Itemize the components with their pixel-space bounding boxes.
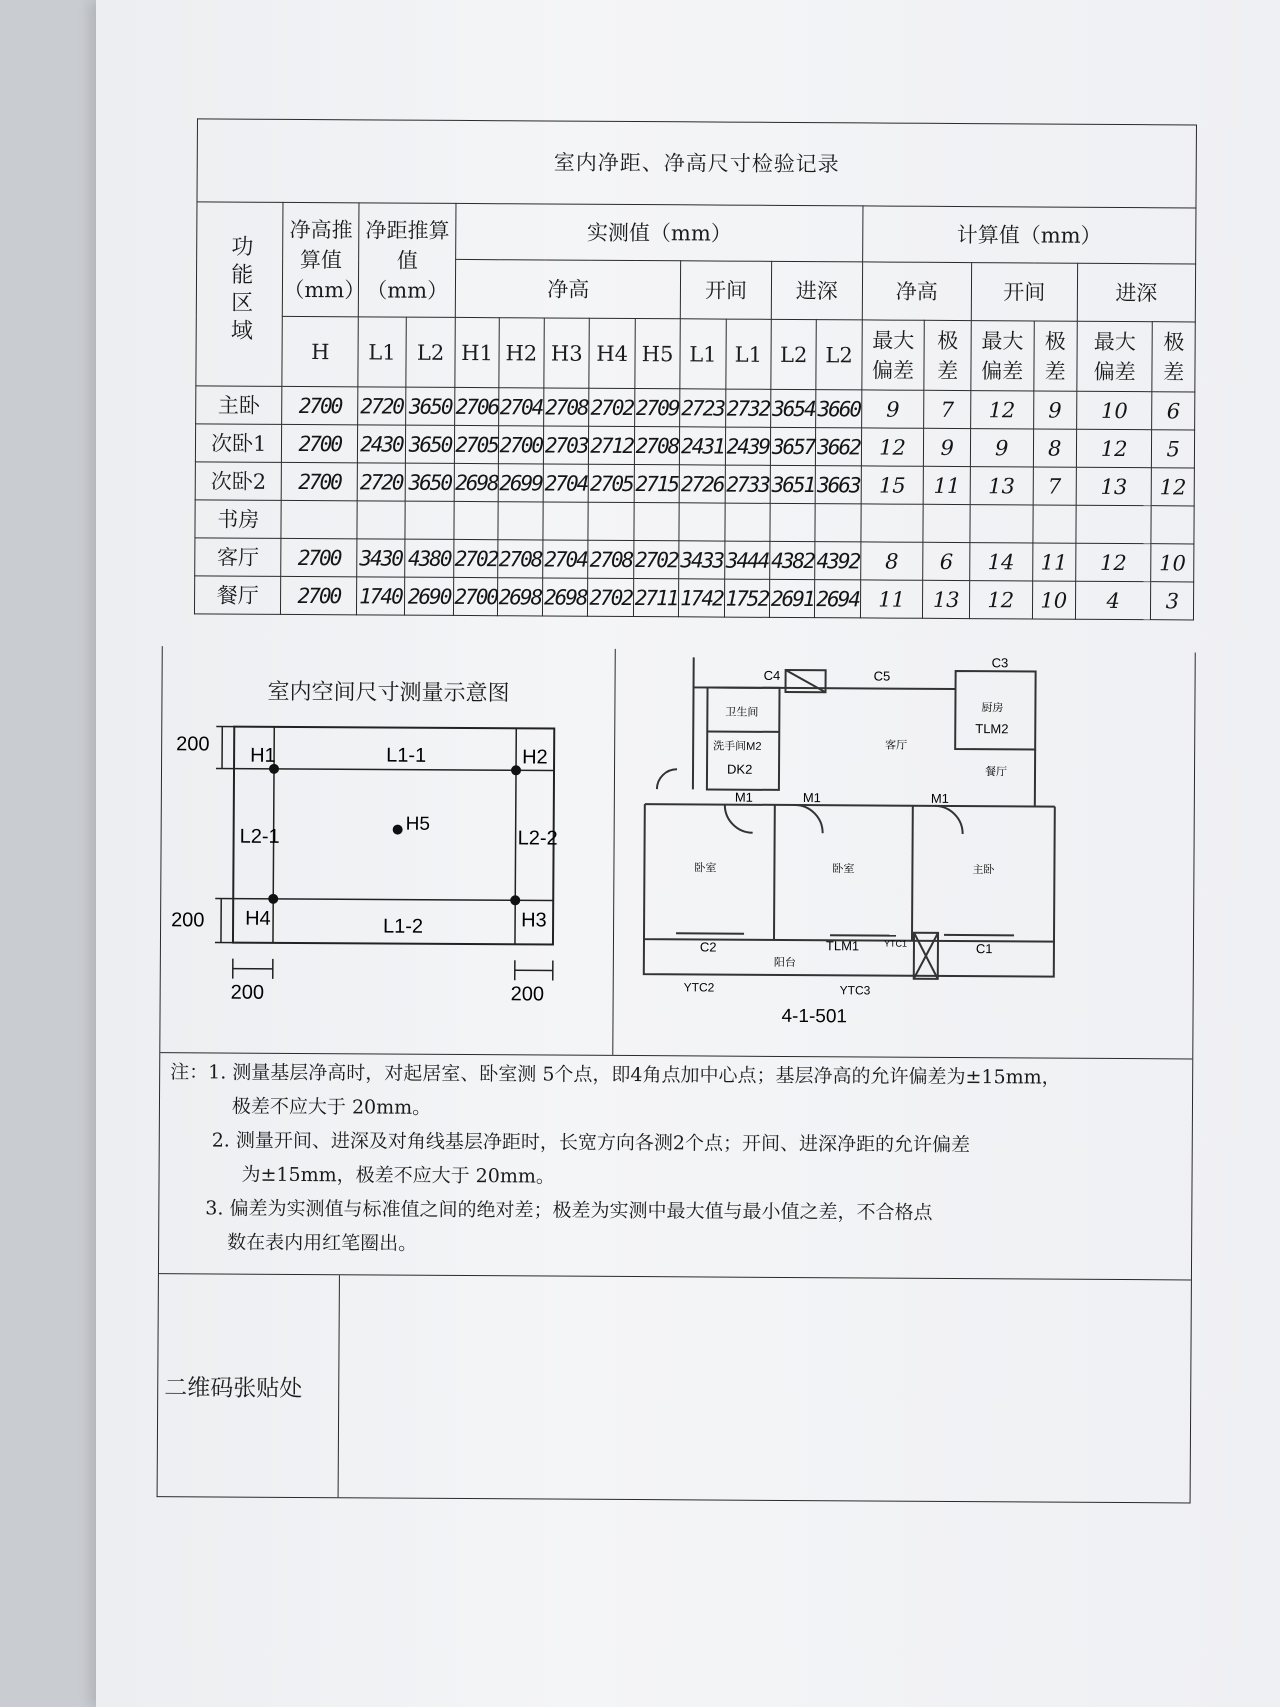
cell-kmax: 12 <box>971 391 1034 429</box>
cell-h1 <box>454 501 497 539</box>
point-h3 <box>510 895 520 905</box>
cell-k2 <box>725 503 771 541</box>
cell-L2: 2690 <box>404 577 454 615</box>
cell-L2: 3650 <box>405 425 455 463</box>
plan-bedroom-b: 卧室 <box>832 863 855 876</box>
cell-j1: 3657 <box>770 427 816 465</box>
qr-sticker-area <box>339 1275 1191 1502</box>
plan-bedroom-a: 卧室 <box>694 862 717 875</box>
label-l22: L2-2 <box>517 827 558 850</box>
cell-jr: 6 <box>1152 392 1195 430</box>
point-h5 <box>393 825 403 835</box>
plan-c4: C4 <box>763 667 781 683</box>
col-jinggao-range: 极差 <box>924 320 971 390</box>
col-H3: H3 <box>544 318 590 388</box>
cell-h5: 2711 <box>633 579 679 617</box>
note-3b: 数在表内用红笔圈出。 <box>227 1231 418 1255</box>
cell-k2: 2733 <box>725 465 771 503</box>
qr-label: 二维码张贴处 <box>158 1274 340 1497</box>
h-calc-header: 净高推算值（mm） <box>283 202 359 316</box>
row-area-label: 次卧1 <box>195 424 282 463</box>
cell-L1: 1740 <box>357 577 405 615</box>
plan-unit-code: 4-1-501 <box>781 1005 848 1028</box>
label-h1: H1 <box>250 744 276 767</box>
cell-k2: 2439 <box>725 427 771 465</box>
cell-h5: 2702 <box>633 541 679 579</box>
cell-j2: 2694 <box>815 580 861 618</box>
table-row <box>195 424 1194 468</box>
cell-hmax: 8 <box>860 542 923 580</box>
cell-jr: 3 <box>1151 582 1194 620</box>
note-2b: 为±15mm，极差不应大于 20mm。 <box>241 1163 555 1188</box>
lower-section <box>157 646 1196 1503</box>
plan-ytc2: YTC2 <box>683 980 715 995</box>
cell-H: 2700 <box>282 424 358 462</box>
cell-kr: 11 <box>1032 543 1075 581</box>
cell-L2: 3650 <box>405 463 455 501</box>
bedroom-divider-1 <box>774 805 775 940</box>
cell-h5: 2715 <box>634 465 680 503</box>
cell-k2: 3444 <box>724 541 770 579</box>
cell-k1: 1742 <box>679 579 725 617</box>
cell-L2: 3650 <box>405 387 455 425</box>
plan-kitchen: 厨房 <box>981 702 1004 715</box>
cell-L1: 2720 <box>358 387 406 425</box>
col-L1: L1 <box>358 317 406 387</box>
cell-h1: 2700 <box>454 577 497 615</box>
col-H4: H4 <box>589 318 635 388</box>
diagram-svg <box>160 646 614 1055</box>
note-3a: 3. 偏差为实测值与标准值之间的绝对差；极差为实测中最大值与最小值之差，不合格点 <box>205 1197 933 1224</box>
measurement-diagram <box>160 646 615 1055</box>
plan-ytc1: YTC1 <box>883 938 908 949</box>
qr-row <box>158 1274 1191 1502</box>
cell-kr: 7 <box>1033 467 1076 505</box>
plan-c3: C3 <box>991 655 1009 671</box>
cell-h2: 2708 <box>497 540 543 578</box>
dim-200-top: 200 <box>176 733 210 756</box>
cell-jr: 10 <box>1151 544 1194 582</box>
row-area-label: 主卧 <box>196 386 283 425</box>
cell-hmax <box>861 504 924 542</box>
l-calc-header: 净距推算值（mm） <box>358 203 456 318</box>
cell-kmax <box>970 505 1033 543</box>
table-row <box>195 462 1194 506</box>
cell-h1: 2702 <box>454 539 497 577</box>
cell-hr: 7 <box>924 390 971 428</box>
plan-c1: C1 <box>975 941 993 957</box>
col-H: H <box>282 316 358 386</box>
cell-L1: 2720 <box>357 463 405 501</box>
point-h4 <box>268 894 278 904</box>
cell-j1: 2691 <box>769 579 815 617</box>
cell-h2: 2699 <box>498 464 544 502</box>
cell-h4: 2708 <box>588 540 634 578</box>
cell-h5: 2708 <box>634 427 680 465</box>
door-swing-2 <box>795 805 823 833</box>
cell-kmax: 12 <box>969 581 1032 619</box>
cell-L1: 3430 <box>357 539 405 577</box>
cell-h4 <box>588 502 634 540</box>
cell-kr: 8 <box>1033 429 1076 467</box>
col-jinshen-L2b: L2 <box>816 320 862 390</box>
plan-tlm2: TLM2 <box>975 721 1009 737</box>
cell-jmax: 4 <box>1075 581 1151 619</box>
plan-master: 主卧 <box>972 864 995 877</box>
cell-k2: 1752 <box>724 579 770 617</box>
offset-line-top <box>234 769 554 771</box>
cell-j2: 3663 <box>816 466 862 504</box>
dim-200-left: 200 <box>230 981 265 1004</box>
label-h4: H4 <box>245 907 271 930</box>
cell-h5 <box>634 503 680 541</box>
door-swing-1 <box>725 805 753 833</box>
cell-kmax: 9 <box>970 429 1033 467</box>
cell-jmax: 12 <box>1076 543 1152 581</box>
cell-kr: 10 <box>1032 581 1075 619</box>
cell-jmax: 10 <box>1076 391 1152 429</box>
cell-h2: 2700 <box>498 426 544 464</box>
cell-H: 2700 <box>282 462 358 500</box>
plan-tlm1: TLM1 <box>825 938 860 954</box>
plan-living: 客厅 <box>885 739 908 752</box>
cell-h3 <box>543 502 589 540</box>
measured-kaijian: 开间 <box>680 261 771 320</box>
cell-k1 <box>679 503 725 541</box>
note-2a: 2. 测量开间、进深及对角线基层净距时，长宽方向各测2个点；开间、进深净距的允许偏差 <box>211 1129 971 1157</box>
cell-jmax: 12 <box>1076 429 1152 467</box>
row-area-label: 书房 <box>195 500 282 539</box>
cell-k1: 2723 <box>680 389 726 427</box>
dim-200-right: 200 <box>510 983 545 1006</box>
col-jinshen-maxdev: 最大偏差 <box>1077 321 1153 391</box>
cell-h4: 2702 <box>589 388 635 426</box>
cell-jr: 12 <box>1152 468 1195 506</box>
offset-line-right <box>515 728 516 944</box>
plan-toilet: 卫生间 <box>725 706 759 719</box>
cell-h3: 2704 <box>543 540 589 578</box>
cell-hr <box>923 504 970 542</box>
plan-ytc3: YTC3 <box>839 983 871 998</box>
cell-kmax: 13 <box>970 467 1033 505</box>
cell-h1: 2698 <box>455 463 498 501</box>
col-jinshen-range: 极差 <box>1152 322 1195 392</box>
label-l12: L1-2 <box>382 915 424 938</box>
cell-jr <box>1151 506 1194 544</box>
cell-j1: 4382 <box>770 541 816 579</box>
cell-L1 <box>357 501 405 539</box>
col-kaijian-L1b: L1 <box>725 319 771 389</box>
cell-j1: 3651 <box>770 465 816 503</box>
cell-j2: 3662 <box>816 428 862 466</box>
col-kaijian-range: 极差 <box>1033 321 1077 391</box>
cell-hmax: 15 <box>861 466 924 504</box>
floor-plan <box>613 649 1194 1059</box>
cell-h4: 2705 <box>589 464 635 502</box>
cell-H: 2700 <box>281 538 357 576</box>
note-1b: 极差不应大于 20mm。 <box>231 1095 432 1119</box>
col-jinshen-L2a: L2 <box>771 319 817 389</box>
table-row <box>195 500 1194 544</box>
point-h2 <box>511 765 521 775</box>
offset-line-bottom <box>233 899 553 901</box>
cell-hr: 6 <box>923 542 970 580</box>
area-header: 功能区域 <box>196 202 284 387</box>
plan-balcony: 阳台 <box>773 956 796 970</box>
plan-c5: C5 <box>873 668 891 684</box>
cell-kmax: 14 <box>970 543 1033 581</box>
bedroom-divider-2 <box>912 806 913 941</box>
plan-m1-b: M1 <box>802 790 821 806</box>
table-row <box>194 576 1193 620</box>
cell-H: 2700 <box>281 576 357 614</box>
plan-c2: C2 <box>699 939 717 955</box>
cell-h3: 2708 <box>544 388 590 426</box>
cell-h2 <box>498 502 544 540</box>
cell-j1 <box>770 503 816 541</box>
cell-k1: 2726 <box>679 465 725 503</box>
label-l21: L2-1 <box>239 825 280 848</box>
cell-hmax: 9 <box>861 390 924 428</box>
entry-door <box>657 769 677 789</box>
cell-k1: 2431 <box>680 427 726 465</box>
cell-hr: 9 <box>924 428 971 466</box>
dim-200-bottom: 200 <box>171 909 205 932</box>
cell-h1: 2706 <box>455 387 498 425</box>
cell-j2: 3660 <box>816 390 862 428</box>
cell-k2: 2732 <box>725 389 771 427</box>
plan-m1-c: M1 <box>930 790 949 806</box>
label-h2: H2 <box>522 746 548 769</box>
computed-header: 计算值（mm） <box>862 206 1196 264</box>
diagram-row <box>160 646 1194 1059</box>
col-H1: H1 <box>455 317 499 387</box>
computed-jinggao: 净高 <box>862 262 972 321</box>
cell-L2 <box>405 501 455 539</box>
plan-dining: 餐厅 <box>984 766 1008 779</box>
cell-h3: 2698 <box>542 578 588 616</box>
cell-h4: 2702 <box>588 578 634 616</box>
cell-jr: 5 <box>1152 430 1195 468</box>
cell-k1: 3433 <box>679 541 725 579</box>
wall-left-top <box>693 687 694 789</box>
label-h5: H5 <box>405 813 431 835</box>
note-1a: 注：1. 测量基层净高时，对起居室、卧室测 5个点，即4角点加中心点；基层净高的允许偏差为±15mm， <box>170 1061 1061 1089</box>
inspection-form <box>132 118 1187 1504</box>
cell-hr: 13 <box>923 580 970 618</box>
cell-h2: 2704 <box>498 388 544 426</box>
plan-m1-a: M1 <box>734 789 753 805</box>
cell-j1: 3654 <box>771 389 817 427</box>
cell-h4: 2712 <box>589 426 635 464</box>
row-area-label: 次卧2 <box>195 462 282 501</box>
plan-wash: 洗手间M2 <box>713 740 762 753</box>
label-l11: L1-1 <box>386 744 427 767</box>
col-kaijian-L1a: L1 <box>680 319 726 389</box>
plan-dk2: DK2 <box>726 761 753 777</box>
table-row <box>196 386 1195 430</box>
door-swing-3 <box>935 806 963 834</box>
diagram-title: 室内空间尺寸测量示意图 <box>267 678 510 706</box>
col-H2: H2 <box>498 318 544 388</box>
label-h3: H3 <box>521 909 547 932</box>
bedroom-top-wall <box>645 804 1055 807</box>
cell-jmax: 13 <box>1076 467 1152 505</box>
cell-h5: 2709 <box>634 389 680 427</box>
cell-h3: 2703 <box>543 426 589 464</box>
cell-L1: 2430 <box>358 425 406 463</box>
col-L2: L2 <box>406 317 456 387</box>
row-area-label: 餐厅 <box>194 576 281 615</box>
row-area-label: 客厅 <box>195 538 282 577</box>
cell-H <box>281 500 357 538</box>
notes-section <box>159 1053 1192 1280</box>
cell-hr: 11 <box>924 466 971 504</box>
table-row <box>195 538 1194 582</box>
measured-jinshen: 进深 <box>771 261 862 320</box>
form-title: 室内净距、净高尺寸检验记录 <box>197 119 1196 208</box>
cell-j2: 4392 <box>815 542 861 580</box>
cell-kr <box>1033 505 1076 543</box>
computed-kaijian: 开间 <box>971 263 1077 322</box>
cell-h2: 2698 <box>497 578 543 616</box>
computed-jinshen: 进深 <box>1077 263 1196 322</box>
cell-h1: 2705 <box>455 425 498 463</box>
col-jinggao-maxdev: 最大偏差 <box>862 320 925 390</box>
cell-hmax: 11 <box>860 580 923 618</box>
col-kaijian-maxdev: 最大偏差 <box>971 321 1034 391</box>
cell-j2 <box>815 504 861 542</box>
cell-kr: 9 <box>1033 391 1076 429</box>
floor-plan-svg <box>613 649 1193 1059</box>
cell-jmax <box>1076 505 1152 543</box>
measured-jinggao: 净高 <box>456 259 681 318</box>
cell-h3: 2704 <box>543 464 589 502</box>
cell-hmax: 12 <box>861 428 924 466</box>
measured-header: 实测值（mm） <box>456 203 863 261</box>
col-H5: H5 <box>635 319 681 389</box>
measurement-table <box>194 118 1197 620</box>
cell-L2: 4380 <box>404 539 454 577</box>
cell-H: 2700 <box>282 386 358 424</box>
